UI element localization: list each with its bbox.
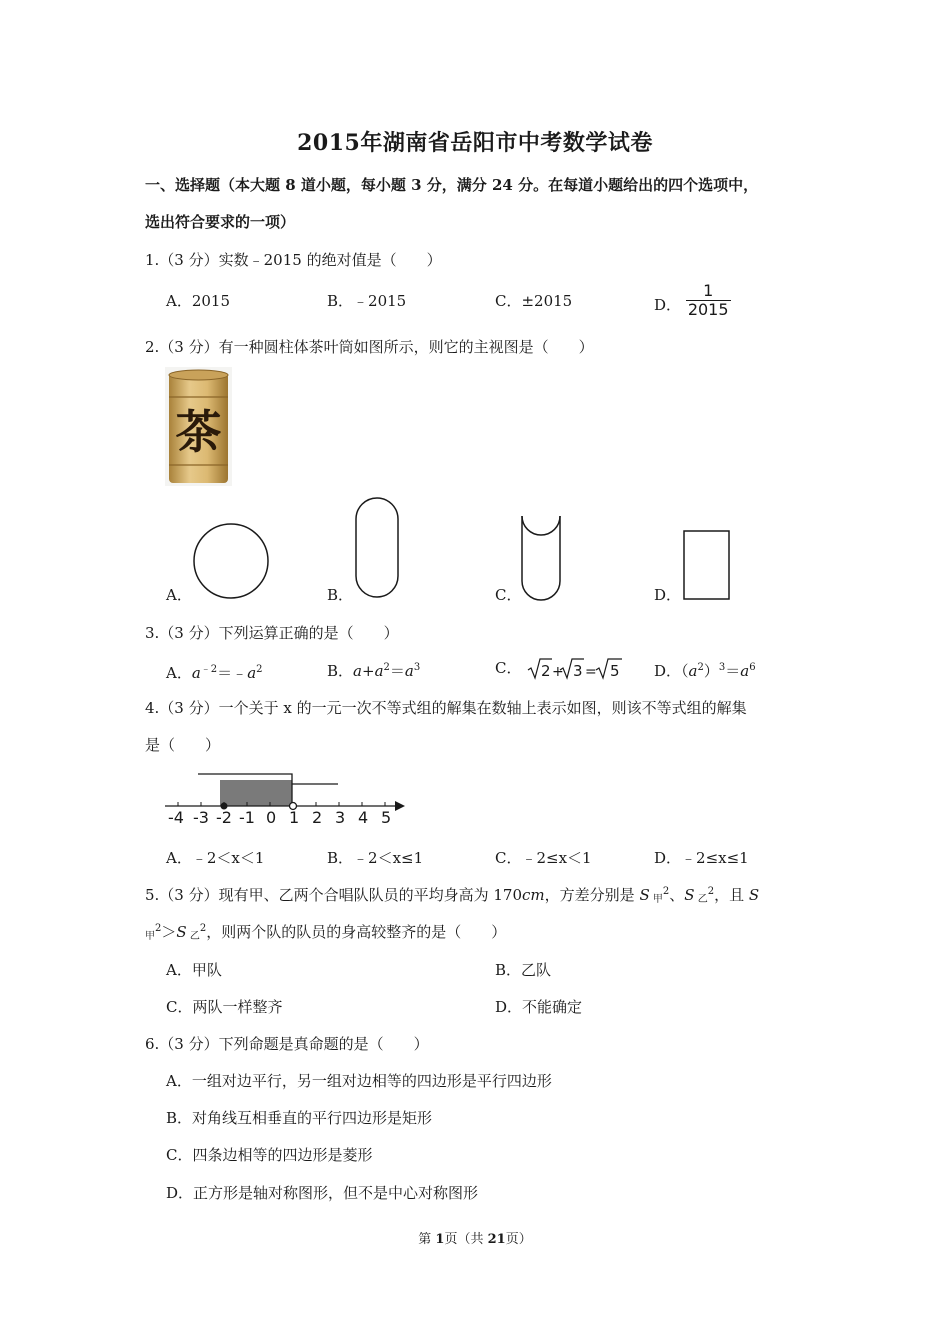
question-5-option-c: C．两队一样整齐 [166, 998, 283, 1016]
tick-label: -3 [193, 808, 209, 827]
question-5-option-d: D．不能确定 [495, 998, 583, 1016]
fraction-denominator: 2015 [687, 300, 729, 319]
question-5-stem-line1: 5.（3 分）现有甲、乙两个合唱队队员的平均身高为 170cm，方差分别是 S $_甲^2$、S $_乙^2$，且 S [145, 886, 760, 905]
page-title: 2015年湖南省岳阳市中考数学试卷 [297, 130, 653, 156]
option-d-label: D． [654, 296, 682, 314]
svg-text:3: 3 [573, 662, 583, 680]
question-6-option-b: B．对角线互相垂直的平行四边形是矩形 [166, 1109, 433, 1127]
circle-view [190, 521, 272, 603]
question-5-stem-line2: $_甲^2$＞S $_乙^2$，则两个队的队员的身高较整齐的是（ ） [145, 923, 507, 942]
question-2-option-a: A． [166, 586, 192, 604]
footer-total-pages: 21 [487, 1232, 506, 1247]
question-6-stem: 6.（3 分）下列命题是真命题的是（ ） [145, 1035, 429, 1053]
radical-expression [526, 656, 626, 682]
footer-middle: 页（共 [444, 1232, 488, 1247]
question-6-option-c: C．四条边相等的四边形是菱形 [166, 1146, 373, 1164]
footer-suffix: 页） [505, 1232, 532, 1247]
option-label: B． [327, 662, 354, 680]
page-footer [0, 1228, 950, 1247]
question-4-stem-line2: 是（ ） [145, 736, 221, 754]
question-3-option-c [495, 656, 626, 682]
tick-label: 1 [289, 808, 300, 827]
question-1-option-c: C．±2015 [495, 292, 573, 310]
question-4-option-d: D．﹣2≤x≤1 [654, 849, 749, 867]
svg-text:=: = [585, 664, 597, 680]
question-4-stem-line1: 4.（3 分）一个关于 x 的一元一次不等式组的解集在数轴上表示如图，则该不等式组的解集 [145, 699, 747, 717]
section-heading-line1: 一、选择题（本大题 8 道小题，每小题 3 分，满分 24 分。在每道小题给出的四个选项中， [145, 176, 759, 194]
question-5-option-a: A．甲队 [166, 961, 222, 979]
tick-label: 0 [266, 808, 277, 827]
tick-label: 4 [358, 808, 369, 827]
question-2-option-c: C． [495, 586, 522, 604]
fraction-numerator: 1 [686, 282, 731, 301]
tick-label: 2 [312, 808, 323, 827]
question-4-option-a: A．﹣2＜x＜1 [166, 849, 265, 867]
fraction [686, 282, 731, 319]
tea-canister-photo [165, 367, 232, 486]
question-1-option-b: B．﹣2015 [327, 292, 407, 310]
question-4-option-c: C．﹣2≤x＜1 [495, 849, 592, 867]
cup-view [519, 513, 563, 603]
tick-label: -1 [239, 808, 255, 827]
question-5-option-b: B．乙队 [495, 961, 552, 979]
svg-text:5: 5 [610, 662, 620, 680]
question-1-option-a: A．2015 [166, 292, 231, 310]
tick-label: 3 [335, 808, 346, 827]
footer-prefix: 第 [418, 1232, 436, 1247]
question-1-stem: 1.（3 分）实数﹣2015 的绝对值是（ ） [145, 251, 442, 269]
question-6-option-d: D．正方形是轴对称图形，但不是中心对称图形 [166, 1184, 479, 1202]
question-3-option-a: A．$a^{﹣2}=﹣a^2$ [166, 664, 263, 682]
option-label: D． [654, 662, 682, 680]
question-3-option-b: B．$a+a^2=a^3$ [327, 662, 421, 680]
question-2-stem: 2.（3 分）有一种圆柱体茶叶筒如图所示，则它的主视图是（ ） [145, 338, 594, 356]
tick-label: -4 [168, 808, 184, 827]
tick-label: -2 [216, 808, 232, 827]
option-label: C． [495, 659, 522, 677]
question-6-option-a: A．一组对边平行，另一组对边相等的四边形是平行四边形 [166, 1072, 552, 1090]
footer-page-number: 1 [435, 1232, 445, 1247]
option-label: A． [166, 664, 192, 682]
capsule-view [353, 495, 401, 601]
svg-text:2: 2 [541, 662, 551, 680]
section-heading-line2: 选出符合要求的一项） [145, 213, 296, 231]
svg-text:+: + [552, 664, 564, 680]
question-2-option-d: D． [654, 586, 682, 604]
question-1-option-d [654, 282, 731, 319]
tea-character: 茶 [175, 405, 222, 459]
rectangle-view [682, 529, 732, 603]
question-4-option-b: B．﹣2＜x≤1 [327, 849, 424, 867]
number-line-figure [163, 768, 413, 830]
question-3-option-d: D．$(a^2)^3=a^6$ [654, 662, 756, 680]
question-2-option-b: B． [327, 586, 354, 604]
tick-label: 5 [381, 808, 392, 827]
question-3-stem: 3.（3 分）下列运算正确的是（ ） [145, 624, 399, 642]
